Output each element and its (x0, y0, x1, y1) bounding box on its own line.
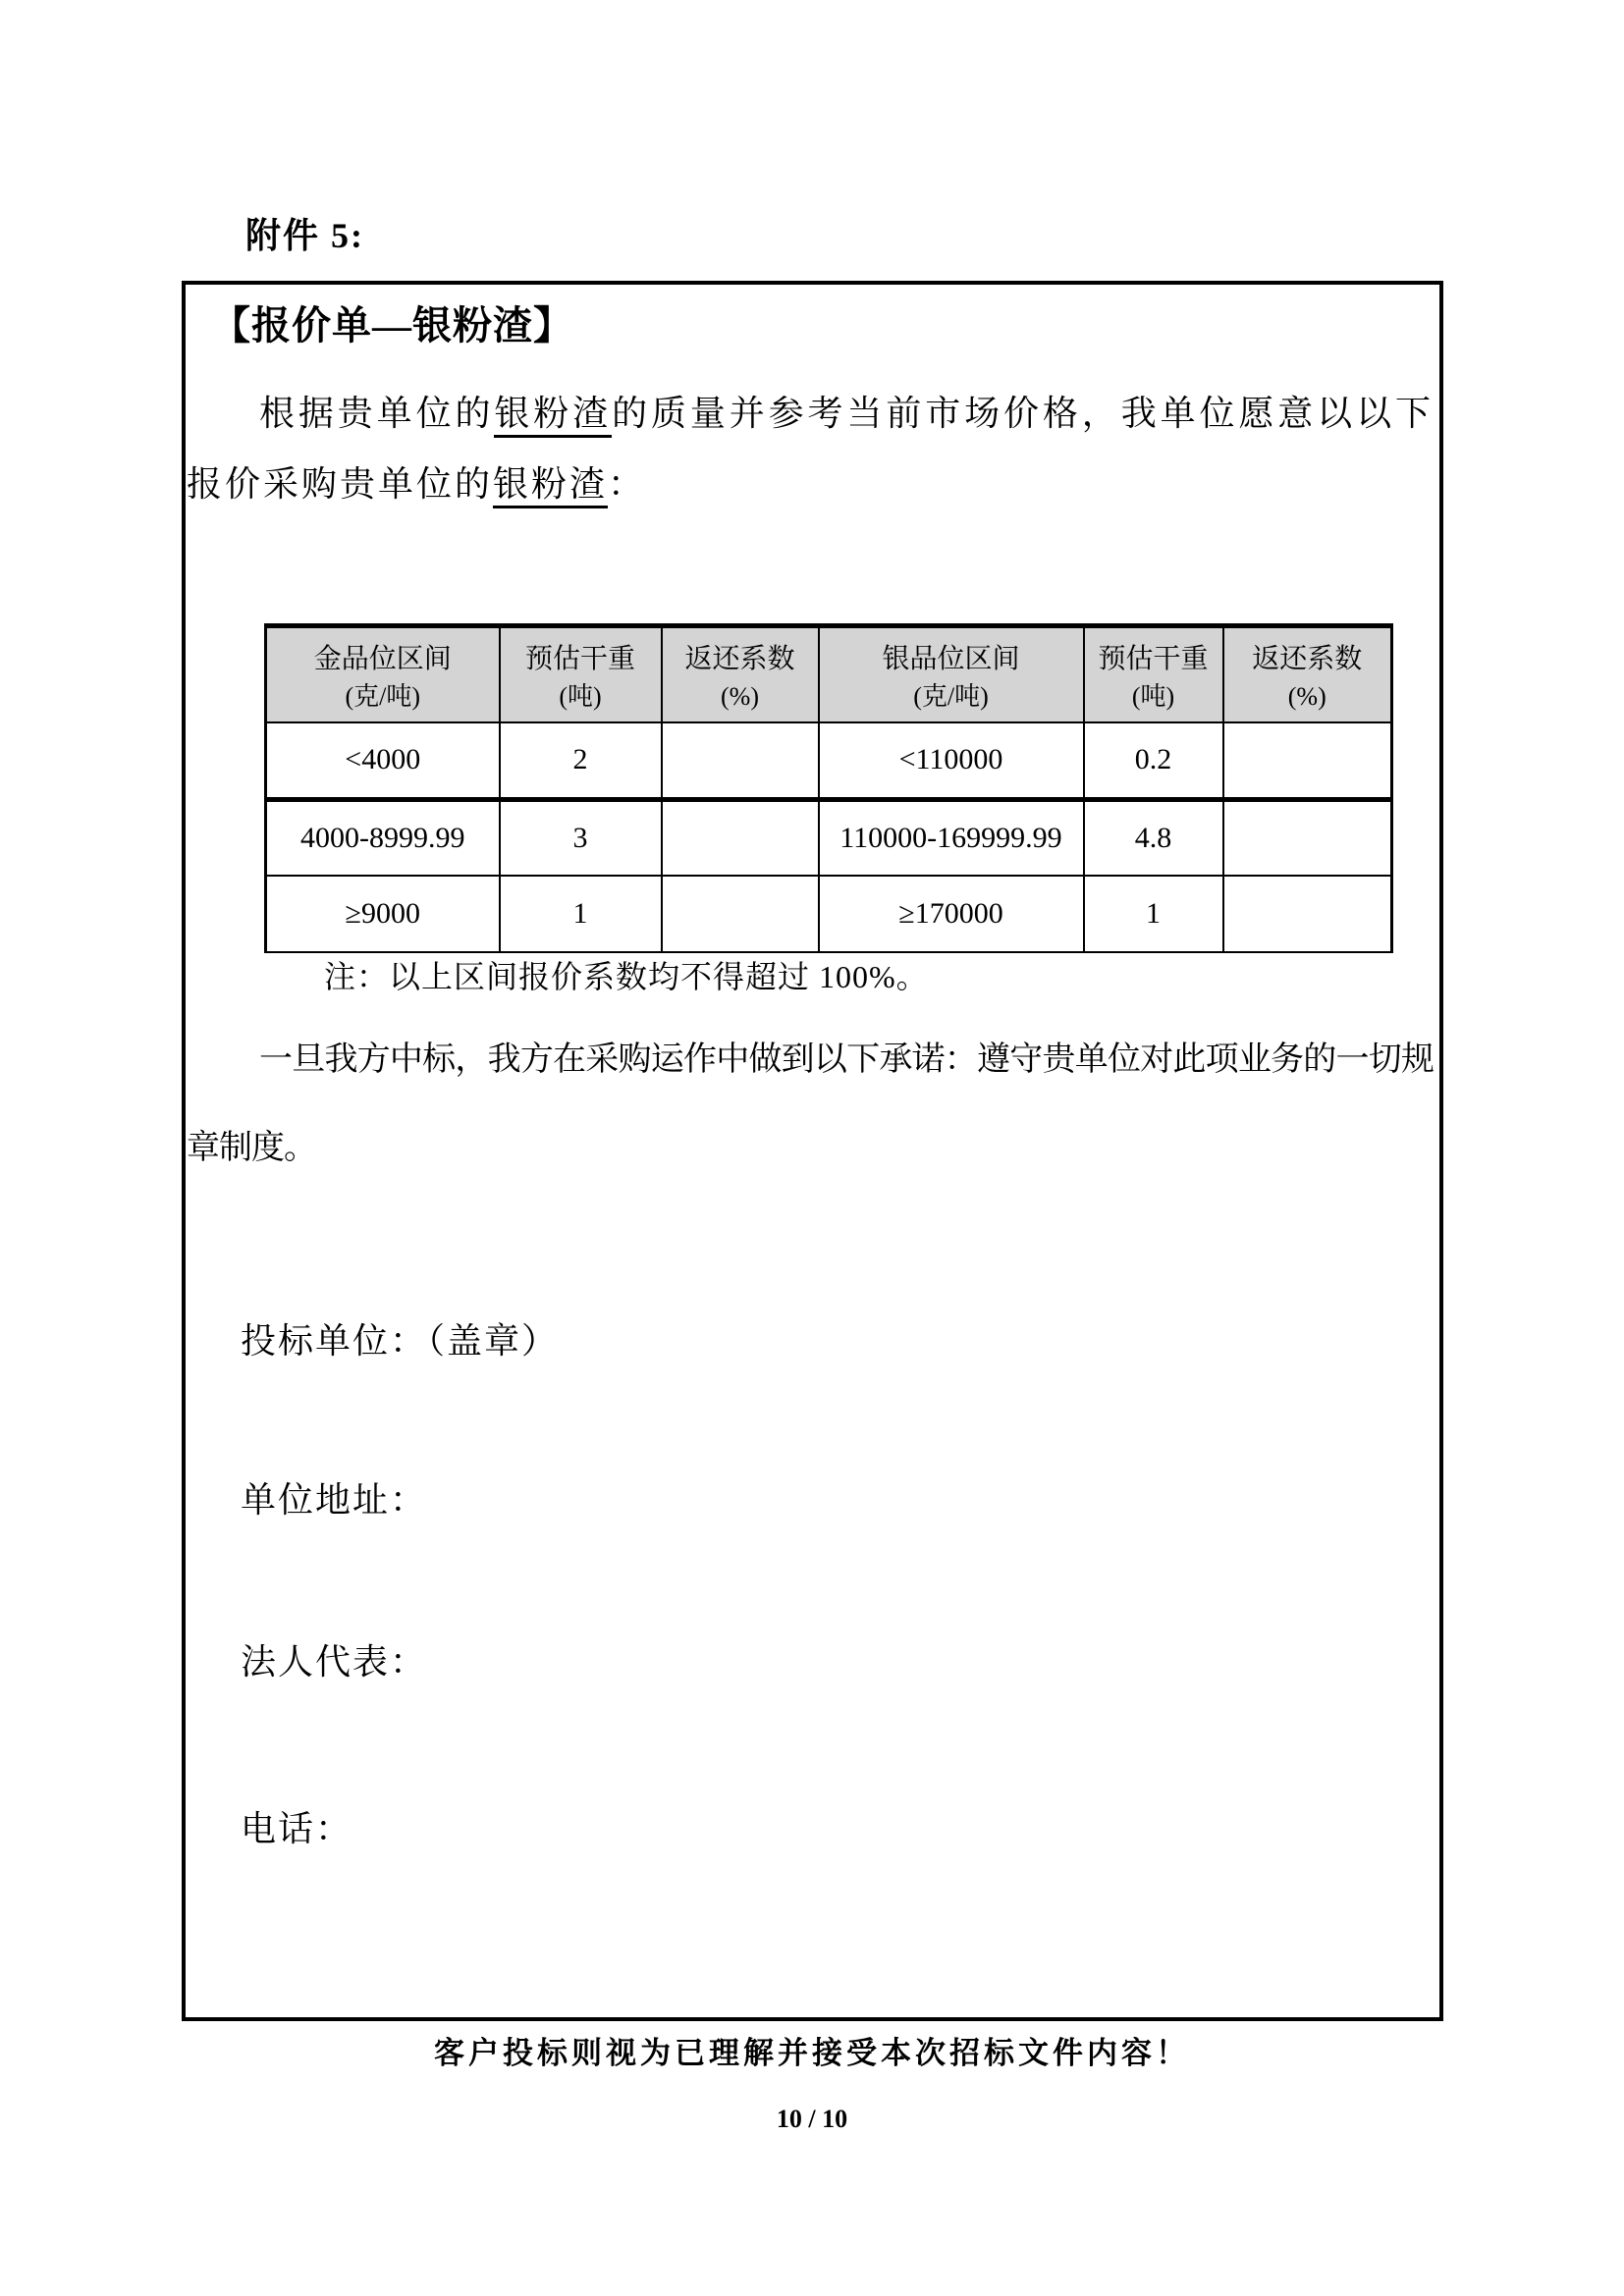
header-text: 金品位区间 (313, 644, 452, 675)
header-unit: (%) (721, 682, 759, 712)
table-cell: 110000-169999.99 (819, 800, 1084, 876)
header-unit: (%) (1287, 682, 1326, 712)
footer-note: 客户投标则视为已理解并接受本次招标文件内容！ (434, 2036, 1190, 2070)
address-label: 单位地址： (241, 1480, 428, 1520)
table-cell: 1 (1084, 876, 1223, 952)
table-header-cell (662, 626, 819, 722)
table-cell (1223, 876, 1392, 952)
quotation-box (182, 281, 1443, 2021)
page-number: 10 / 10 (776, 2105, 848, 2133)
header-unit: (吨) (1131, 682, 1175, 712)
table-row (266, 722, 1392, 800)
intro-text-3: ： (608, 464, 647, 504)
intro-text-2: 的质量并参考当前市场价格，我单位愿意以以下报价采购贵单位的 (187, 394, 1434, 504)
table-cell: ≥170000 (819, 876, 1084, 952)
table-cell: 4000-8999.99 (266, 800, 500, 876)
table-header-cell (500, 626, 662, 722)
table-cell: 1 (500, 876, 662, 952)
table-header-cell (1084, 626, 1223, 722)
table-header-cell (1223, 626, 1392, 722)
table-cell: <110000 (819, 722, 1084, 800)
table-cell (1223, 722, 1392, 800)
header-text: 返还系数 (684, 644, 795, 675)
underlined-term-2: 银粉渣 (493, 464, 608, 508)
intro-text-1: 根据贵单位的 (259, 394, 495, 433)
intro-paragraph (187, 378, 1434, 519)
table-cell: 4.8 (1084, 800, 1223, 876)
table-row (266, 800, 1392, 876)
table-cell: 0.2 (1084, 722, 1223, 800)
table-row (266, 876, 1392, 952)
table-header-row (266, 626, 1392, 722)
price-table (264, 623, 1393, 953)
table-cell (662, 800, 819, 876)
table-cell (662, 876, 819, 952)
commitment-paragraph: 一旦我方中标，我方在采购运作中做到以下承诺：遵守贵单位对此项业务的一切规章制度。 (187, 1041, 1434, 1166)
header-unit: (吨) (559, 682, 602, 712)
header-text: 银品位区间 (882, 644, 1020, 675)
legal-representative-label: 法人代表： (241, 1642, 428, 1682)
table-header-cell (266, 626, 500, 722)
table-header-cell (819, 626, 1084, 722)
header-text: 返还系数 (1252, 644, 1363, 675)
table-cell (662, 722, 819, 800)
table-cell: ≥9000 (266, 876, 500, 952)
table-cell: 3 (500, 800, 662, 876)
phone-label: 电话： (241, 1809, 353, 1848)
table-cell: <4000 (266, 722, 500, 800)
underlined-term-1: 银粉渣 (494, 394, 612, 438)
table-note: 注：以上区间报价系数均不得超过 100%。 (324, 959, 929, 994)
header-text: 预估干重 (1098, 644, 1209, 675)
header-unit: (克/吨) (345, 682, 421, 712)
attachment-label: 附件 5: (245, 216, 364, 255)
header-text: 预估干重 (524, 644, 635, 675)
table-cell: 2 (500, 722, 662, 800)
header-unit: (克/吨) (913, 682, 989, 712)
table-cell (1223, 800, 1392, 876)
quotation-title: 【报价单—银粉渣】 (211, 303, 573, 347)
bidder-signature-label: 投标单位：（盖章） (241, 1321, 560, 1361)
